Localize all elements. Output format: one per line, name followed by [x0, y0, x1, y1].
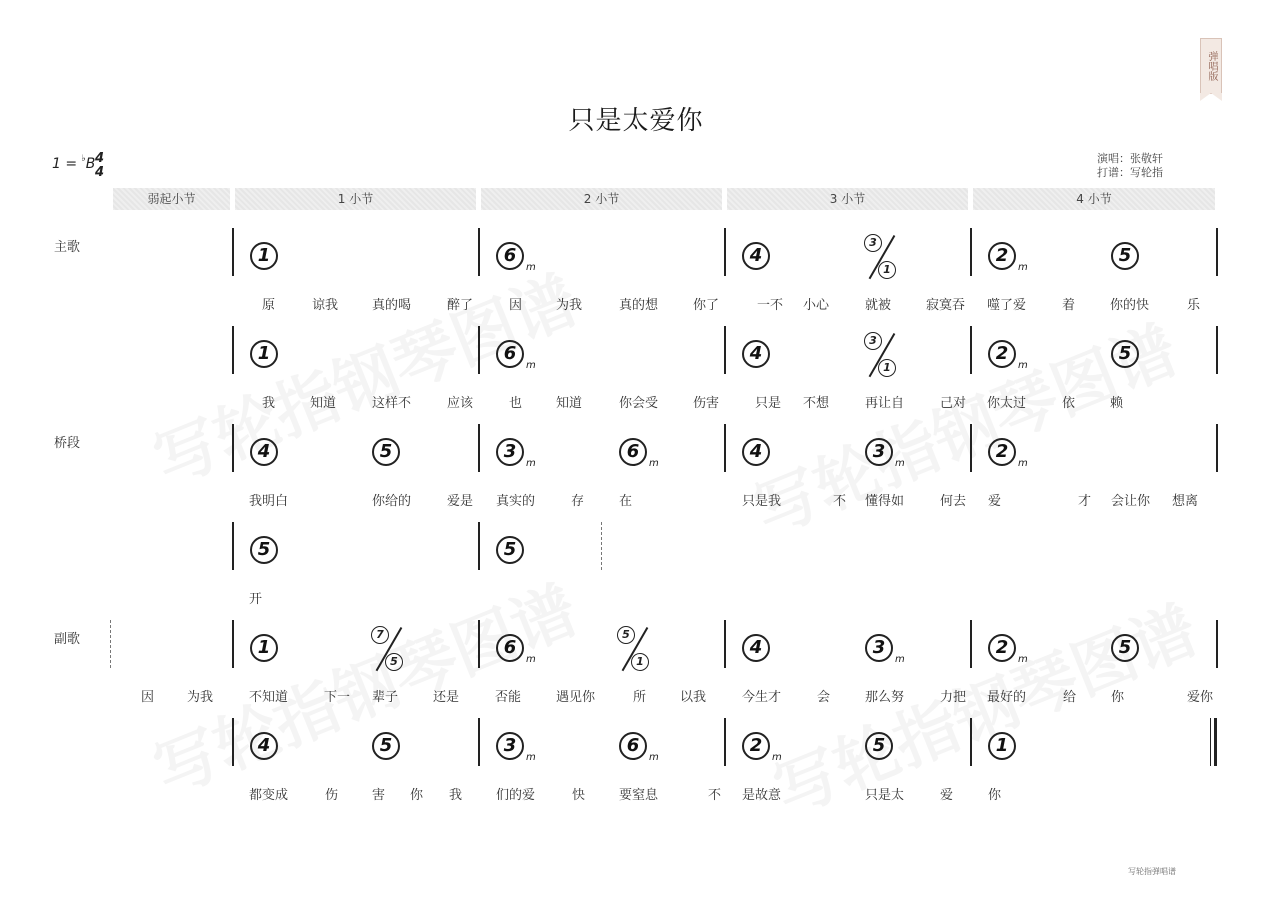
- slash-chord-top: 3: [864, 332, 882, 350]
- slash-chord-bottom: 1: [878, 261, 896, 279]
- minor-marker: m: [895, 458, 905, 469]
- chord-symbol: 5: [865, 732, 893, 760]
- minor-marker: m: [1018, 458, 1028, 469]
- lyric: 爱: [940, 788, 954, 803]
- chord-symbol: 3: [496, 438, 524, 466]
- key-name: B: [85, 156, 96, 172]
- slash-chord-top: 5: [617, 626, 635, 644]
- barline: [232, 522, 234, 570]
- barline: [724, 228, 726, 276]
- chord-symbol: 5: [250, 536, 278, 564]
- barline: [232, 718, 234, 766]
- lyric: 醉了: [447, 298, 474, 313]
- measure-header-pickup: 弱起小节: [113, 188, 230, 210]
- lyric: 只是: [755, 396, 782, 411]
- lyric: 何去: [940, 494, 967, 509]
- final-barline-thick: [1214, 718, 1217, 766]
- lyric: 你: [410, 788, 424, 803]
- lyric: 你的快: [1110, 298, 1150, 313]
- barline: [1216, 424, 1218, 472]
- lyric: 爱是: [447, 494, 474, 509]
- lyric: 会: [817, 690, 831, 705]
- barline: [478, 326, 480, 374]
- lyric: 害: [372, 788, 386, 803]
- lyric: 己对: [940, 396, 967, 411]
- slash-chord: [864, 234, 898, 280]
- lyric: 懂得如: [865, 494, 905, 509]
- dashed-barline: [601, 522, 602, 570]
- lyric: 你会受: [619, 396, 659, 411]
- lyric: 依: [1062, 396, 1076, 411]
- dashed-barline: [110, 620, 111, 668]
- slash-chord-top: 3: [864, 234, 882, 252]
- lyric: 给: [1063, 690, 1077, 705]
- measure-header-1: 1 小节: [235, 188, 476, 210]
- chord-symbol: 6: [496, 634, 524, 662]
- minor-marker: m: [526, 458, 536, 469]
- lyric: 一不: [757, 298, 784, 313]
- minor-marker: m: [1018, 654, 1028, 665]
- chord-symbol: 2: [988, 340, 1016, 368]
- lyric: 不知道: [249, 690, 289, 705]
- minor-marker: m: [526, 654, 536, 665]
- lyric: 这样不: [372, 396, 412, 411]
- slash-chord: [617, 626, 651, 672]
- lyric: 只是太: [865, 788, 905, 803]
- lyric: 们的爱: [496, 788, 536, 803]
- lyric: 就被: [865, 298, 892, 313]
- chord-symbol: 6: [619, 732, 647, 760]
- lyric: 爱你: [1187, 690, 1214, 705]
- lyric: 否能: [495, 690, 522, 705]
- barline: [970, 620, 972, 668]
- chord-symbol: 5: [372, 732, 400, 760]
- lyric: 你给的: [372, 494, 412, 509]
- flat-sign: ♭: [81, 154, 86, 164]
- slash-chord-bottom: 5: [385, 653, 403, 671]
- barline: [1216, 620, 1218, 668]
- lyric: 以我: [680, 690, 707, 705]
- lyric: 那么努: [865, 690, 905, 705]
- section-label-bridge: 桥段: [54, 436, 81, 451]
- lyric: 寂寞吞: [926, 298, 966, 313]
- barline: [970, 326, 972, 374]
- lyric: 为我: [556, 298, 583, 313]
- lyric: 知道: [556, 396, 583, 411]
- singer-credit: 演唱：张敬轩: [1097, 152, 1163, 165]
- chord-symbol: 3: [865, 634, 893, 662]
- minor-marker: m: [526, 752, 536, 763]
- lyric: 是故意: [742, 788, 782, 803]
- chord-symbol: 2: [742, 732, 770, 760]
- lyric: 因: [141, 690, 155, 705]
- lyric: 在: [619, 494, 633, 509]
- barline: [232, 620, 234, 668]
- lyric: 最好的: [987, 690, 1027, 705]
- lyric: 都变成: [249, 788, 289, 803]
- final-barline-thin: [1210, 718, 1211, 766]
- chord-symbol: 5: [1111, 340, 1139, 368]
- chord-symbol: 2: [988, 438, 1016, 466]
- barline: [724, 620, 726, 668]
- chord-symbol: 4: [742, 340, 770, 368]
- lyric: 所: [633, 690, 647, 705]
- footer-text: 写轮指弹唱谱: [1128, 867, 1176, 876]
- barline: [232, 228, 234, 276]
- lyric: 我: [449, 788, 463, 803]
- lyric: 不: [708, 788, 722, 803]
- slash-chord-top: 7: [371, 626, 389, 644]
- minor-marker: m: [526, 360, 536, 371]
- barline: [724, 424, 726, 472]
- lyric: 还是: [433, 690, 460, 705]
- measure-header-4: 4 小节: [973, 188, 1215, 210]
- song-title: 只是太爱你: [568, 106, 704, 136]
- chord-symbol: 4: [742, 634, 770, 662]
- lyric: 小心: [803, 298, 830, 313]
- barline: [478, 522, 480, 570]
- chord-symbol: 6: [496, 340, 524, 368]
- measure-header-3: 3 小节: [727, 188, 968, 210]
- lyric: 着: [1062, 298, 1076, 313]
- barline: [478, 424, 480, 472]
- chord-symbol: 1: [988, 732, 1016, 760]
- minor-marker: m: [1018, 262, 1028, 273]
- minor-marker: m: [895, 654, 905, 665]
- lyric: 因: [509, 298, 523, 313]
- minor-marker: m: [526, 262, 536, 273]
- chord-symbol: 5: [372, 438, 400, 466]
- lyric: 真的喝: [372, 298, 412, 313]
- lyric: 乐: [1187, 298, 1201, 313]
- lyric: 开: [249, 592, 263, 607]
- arranger-credit: 打谱：写轮指: [1097, 166, 1163, 179]
- lyric: 伤害: [693, 396, 720, 411]
- key-signature: [52, 156, 95, 172]
- lyric: 爱: [988, 494, 1002, 509]
- slash-chord-bottom: 1: [878, 359, 896, 377]
- lyric: 噬了爱: [987, 298, 1027, 313]
- barline: [970, 424, 972, 472]
- measure-header-2: 2 小节: [481, 188, 722, 210]
- lyric: 今生才: [742, 690, 782, 705]
- minor-marker: m: [649, 752, 659, 763]
- barline: [1216, 228, 1218, 276]
- lyric: 下一: [324, 690, 351, 705]
- credits: [1097, 152, 1163, 180]
- lyric: 为我: [187, 690, 214, 705]
- key-prefix: 1 =: [52, 156, 82, 172]
- lyric: 真的想: [619, 298, 659, 313]
- barline: [970, 718, 972, 766]
- barline: [970, 228, 972, 276]
- lyric: 我明白: [249, 494, 289, 509]
- barline: [232, 326, 234, 374]
- chord-symbol: 4: [742, 242, 770, 270]
- lyric: 我: [262, 396, 276, 411]
- version-badge: 弹唱版: [1200, 38, 1222, 94]
- lyric: 力把: [940, 690, 967, 705]
- lyric: 真实的: [496, 494, 536, 509]
- minor-marker: m: [772, 752, 782, 763]
- slash-chord: [864, 332, 898, 378]
- chord-symbol: 6: [496, 242, 524, 270]
- chord-symbol: 1: [250, 634, 278, 662]
- lyric: 才: [1078, 494, 1092, 509]
- chord-symbol: 5: [1111, 242, 1139, 270]
- slash-chord-bottom: 1: [631, 653, 649, 671]
- lyric: 你: [988, 788, 1002, 803]
- barline: [232, 424, 234, 472]
- chord-symbol: 5: [496, 536, 524, 564]
- lyric: 你了: [693, 298, 720, 313]
- chord-symbol: 6: [619, 438, 647, 466]
- chord-symbol: 1: [250, 340, 278, 368]
- section-label-chorus: 副歌: [54, 632, 81, 647]
- chord-symbol: 2: [988, 242, 1016, 270]
- lyric: 再让自: [865, 396, 905, 411]
- lyric: 要窒息: [619, 788, 659, 803]
- lyric: 只是我: [742, 494, 782, 509]
- time-signature: [95, 152, 104, 180]
- chord-symbol: 2: [988, 634, 1016, 662]
- lyric: 原: [262, 298, 276, 313]
- chord-symbol: 4: [250, 732, 278, 760]
- watermark: [759, 579, 1209, 832]
- barline: [724, 718, 726, 766]
- lyric: 赖: [1110, 396, 1124, 411]
- lyric: 存: [571, 494, 585, 509]
- lyric: 会让你: [1111, 494, 1151, 509]
- lyric: 想离: [1172, 494, 1199, 509]
- section-label-verse: 主歌: [54, 240, 81, 255]
- watermark: [739, 299, 1189, 552]
- lyric: 应该: [447, 396, 474, 411]
- minor-marker: m: [1018, 360, 1028, 371]
- barline: [724, 326, 726, 374]
- barline: [478, 620, 480, 668]
- lyric: 你: [1111, 690, 1125, 705]
- lyric: 辈子: [372, 690, 399, 705]
- chord-symbol: 4: [250, 438, 278, 466]
- chord-symbol: 4: [742, 438, 770, 466]
- chord-symbol: 3: [865, 438, 893, 466]
- lyric: 谅我: [312, 298, 339, 313]
- lyric: 不: [833, 494, 847, 509]
- lyric: 遇见你: [556, 690, 596, 705]
- lyric: 不想: [803, 396, 830, 411]
- watermark: [139, 249, 589, 502]
- chord-symbol: 5: [1111, 634, 1139, 662]
- lyric: 快: [572, 788, 586, 803]
- chord-symbol: 3: [496, 732, 524, 760]
- lyric: 你太过: [987, 396, 1027, 411]
- minor-marker: m: [649, 458, 659, 469]
- barline: [1216, 326, 1218, 374]
- slash-chord: [371, 626, 405, 672]
- lyric: 也: [509, 396, 523, 411]
- time-signature-bottom: 4: [95, 165, 105, 180]
- lyric: 伤: [325, 788, 339, 803]
- barline: [478, 228, 480, 276]
- lyric: 知道: [310, 396, 337, 411]
- time-signature-top: 4: [95, 151, 105, 166]
- barline: [478, 718, 480, 766]
- chord-symbol: 1: [250, 242, 278, 270]
